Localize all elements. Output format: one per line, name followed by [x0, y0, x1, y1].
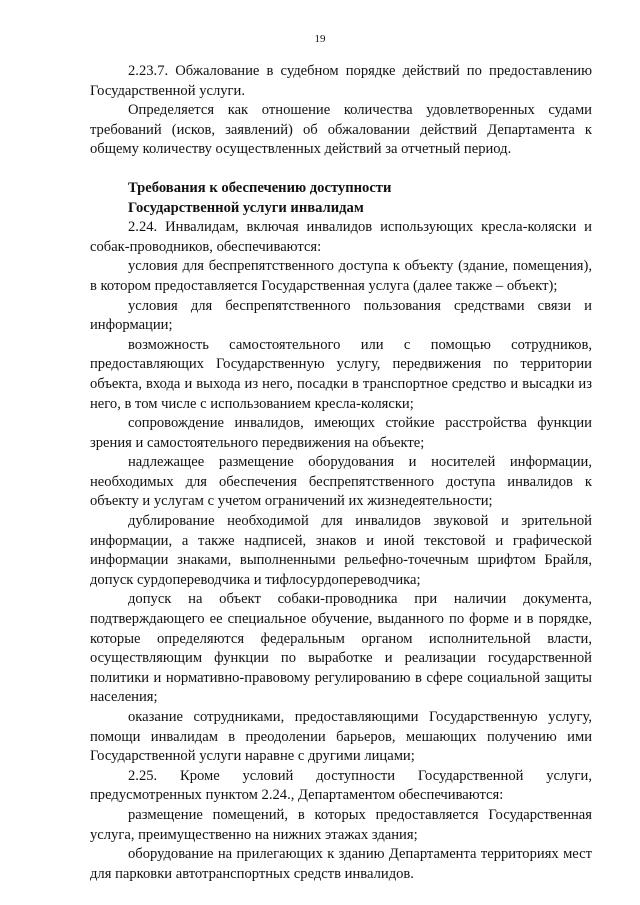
paragraph: надлежащее размещение оборудования и носителей информации, необходимых для обеспечения беспрепятственного доступа инвалидов к объекту и услугам с учетом ограничений их жизнедеятельности;: [90, 454, 592, 510]
paragraph: 2.24. Инвалидам, включая инвалидов использующих кресла-коляски и собак-проводников, обеспечиваются:: [90, 219, 592, 255]
paragraph: размещение помещений, в которых предоставляется Государственная услуга, преимущественно на нижних этажах здания;: [90, 806, 592, 843]
paragraph: дублирование необходимой для инвалидов звуковой и зрительной информации, а также надписей, знаков и иной текстовой и графической информации знаками, выполненными рельефно-точечным шрифтом Брайля, допуск сурдопереводчика и тифлосурдопереводчика;: [90, 513, 592, 588]
section-heading-line: Государственной услуги инвалидам: [128, 199, 364, 216]
paragraph: условия для беспрепятственного пользования средствами связи и информации;: [90, 297, 592, 334]
paragraph: допуск на объект собаки-проводника при наличии документа, подтверждающего ее специальное обучение, выданного по форме и в порядке, которые определяются федеральным органом исполнительной власти, осуществляющим функции по выработке и реализации государственной политики и нормативно-правовому регулированию в сфере социальной защиты населения;: [90, 591, 592, 706]
paragraph: оказание сотрудниками, предоставляющими Государственную услугу, помощи инвалидам в преодолении барьеров, мешающих получению ими Государственной услуги наравне с другими лицами;: [90, 709, 592, 765]
paragraph: условия для беспрепятственного доступа к объекту (здание, помещения), в котором предоставляется Государственная услуга (далее также – объект);: [90, 258, 592, 294]
page-number: 19: [314, 33, 326, 45]
document-body: [90, 62, 592, 884]
paragraph: 2.25. Кроме условий доступности Государственной услуги, предусмотренных пунктом 2.24., Департаментом обеспечиваются:: [90, 767, 592, 804]
paragraph: Определяется как отношение количества удовлетворенных судами требований (исков, заявлений) об обжаловании действий Департамента к общему количеству осуществленных действий за отчетный период.: [90, 102, 592, 158]
paragraph: 2.23.7. Обжалование в судебном порядке действий по предоставлению Государственной услуги.: [90, 63, 592, 99]
paragraph: возможность самостоятельного или с помощью сотрудников, предоставляющих Государственную услугу, передвижения по территории объекта, входа и выхода из него, посадки в транспортное средство и высадки из него, в том числе с использованием кресла-коляски;: [90, 336, 592, 412]
paragraph: оборудование на прилегающих к зданию Департамента территориях мест для парковки автотранспортных средств инвалидов.: [90, 846, 592, 882]
section-heading-line: Требования к обеспечению доступности: [128, 179, 392, 196]
paragraph: сопровождение инвалидов, имеющих стойкие расстройства функции зрения и самостоятельного передвижения на объекте;: [90, 415, 592, 451]
section-heading: [90, 179, 592, 218]
